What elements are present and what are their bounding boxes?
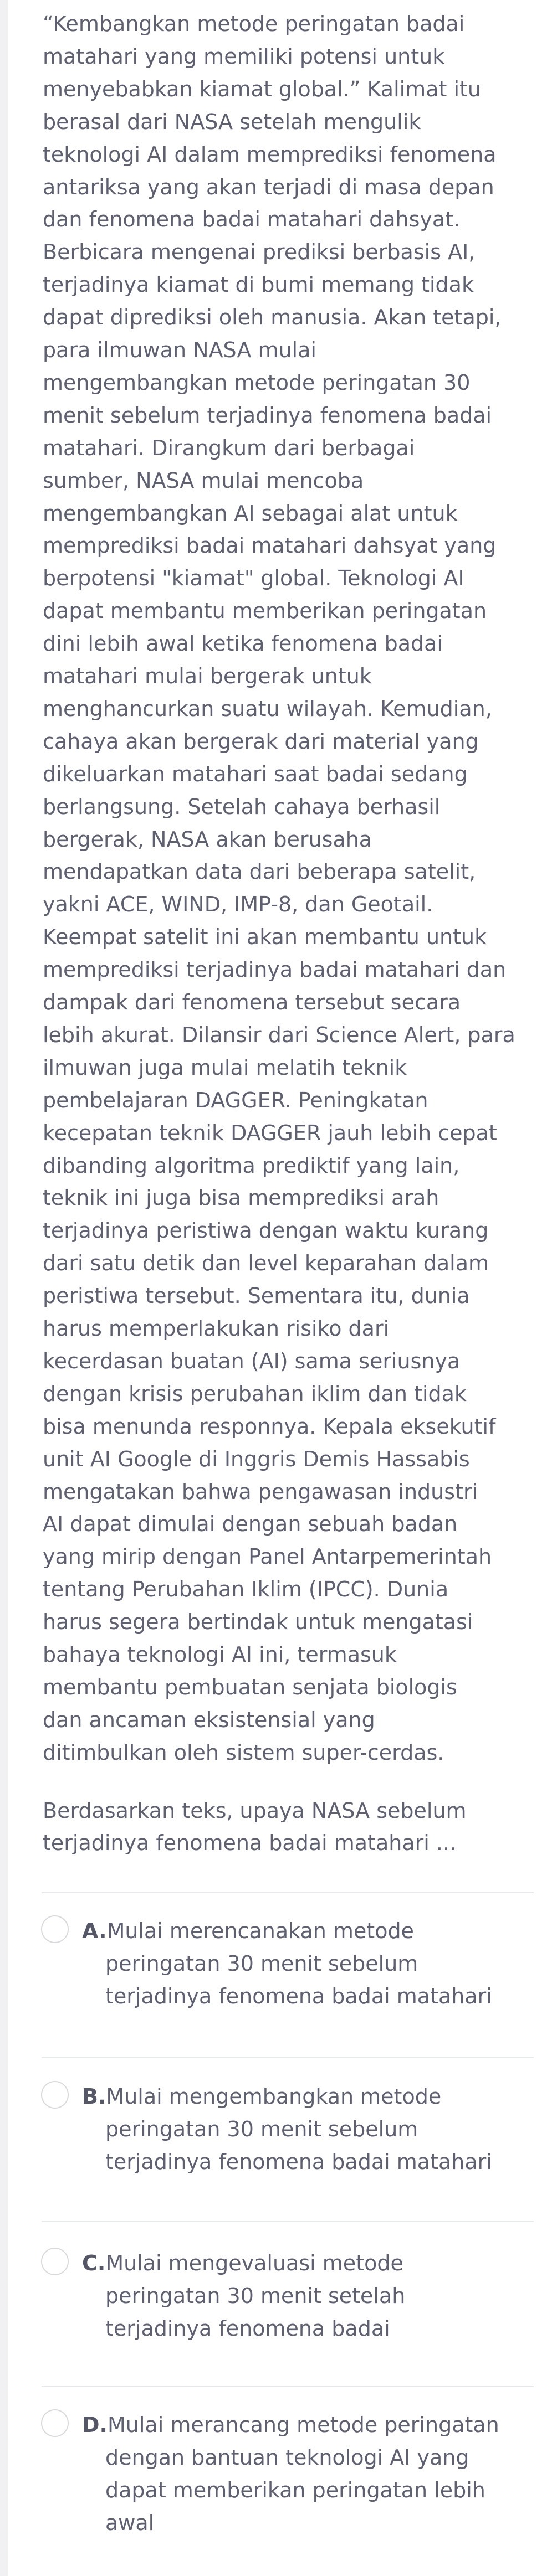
- passage-line: berasal dari NASA setelah mengulik: [43, 109, 421, 134]
- radio-option-d[interactable]: [41, 2409, 69, 2437]
- option-text: Mulai merencanakan metode: [106, 1919, 414, 1943]
- question-line: terjadinya fenomena badai matahari ...: [43, 1831, 457, 1855]
- option-text-line[interactable]: awal: [105, 2511, 155, 2535]
- passage-line: tentang Perubahan Iklim (IPCC). Dunia: [43, 1577, 449, 1602]
- divider: [42, 2221, 534, 2222]
- passage-line: memprediksi badai matahari dahsyat yang: [43, 533, 497, 558]
- passage-line: kecepatan teknik DAGGER jauh lebih cepat: [43, 1120, 497, 1145]
- option-letter: B.: [82, 2084, 106, 2109]
- passage-line: berlangsung. Setelah cahaya berhasil: [43, 794, 441, 819]
- passage-line: harus memperlakukan risiko dari: [43, 1316, 390, 1341]
- passage-line: terjadinya kiamat di bumi memang tidak: [43, 272, 474, 297]
- option-text-line[interactable]: peringatan 30 menit sebelum: [105, 1951, 418, 1976]
- passage-line: mengembangkan metode peringatan 30: [43, 370, 471, 395]
- passage-line: teknik ini juga bisa memprediksi arah: [43, 1186, 439, 1210]
- passage-line: membantu pembuatan senjata biologis: [43, 1675, 457, 1699]
- passage-line: dan fenomena badai matahari dahsyat.: [43, 207, 461, 232]
- passage-line: antariksa yang akan terjadi di masa depan: [43, 174, 494, 199]
- passage-line: bisa menunda responnya. Kepala eksekutif: [43, 1414, 496, 1439]
- passage-line: cahaya akan bergerak dari material yang: [43, 729, 479, 754]
- passage-line: matahari mulai bergerak untuk: [43, 664, 372, 688]
- option-text: Mulai mengembangkan metode: [106, 2084, 442, 2109]
- option-a-label[interactable]: [82, 1920, 414, 1942]
- option-text-line[interactable]: dengan bantuan teknologi AI yang: [105, 2445, 469, 2470]
- passage-line: teknologi AI dalam memprediksi fenomena: [43, 142, 497, 167]
- passage-line: dapat membantu memberikan peringatan: [43, 599, 487, 624]
- option-text: Mulai merancang metode peringatan: [107, 2413, 499, 2437]
- passage-line: yang mirip dengan Panel Antarpemerintah: [43, 1544, 492, 1569]
- passage-line: dikeluarkan matahari saat badai sedang: [43, 761, 468, 786]
- divider: [42, 2386, 534, 2387]
- option-text-line[interactable]: peringatan 30 menit setelah: [105, 2284, 406, 2308]
- radio-option-b[interactable]: [41, 2081, 69, 2109]
- passage-line: AI dapat dimulai dengan sebuah badan: [43, 1512, 458, 1537]
- option-text-line[interactable]: terjadinya fenomena badai matahari: [105, 2150, 492, 2174]
- option-letter: A.: [82, 1919, 107, 1943]
- question-line: Berdasarkan teks, upaya NASA sebelum: [43, 1799, 467, 1823]
- option-letter: D.: [82, 2413, 108, 2437]
- option-text-line[interactable]: peringatan 30 menit sebelum: [105, 2117, 418, 2141]
- passage-line: matahari yang memiliki potensi untuk: [43, 44, 445, 69]
- option-c-label[interactable]: [82, 2252, 403, 2274]
- passage-line: dini lebih awal ketika fenomena badai: [43, 631, 443, 656]
- passage-line: unit AI Google di Inggris Demis Hassabis: [43, 1446, 470, 1471]
- passage-line: terjadinya peristiwa dengan waktu kurang: [43, 1218, 489, 1243]
- option-letter: C.: [82, 2251, 106, 2275]
- passage-line: dengan krisis perubahan iklim dan tidak: [43, 1381, 467, 1406]
- left-edge-strip: [0, 0, 8, 2576]
- passage-line: matahari. Dirangkum dari berbagai: [43, 435, 415, 460]
- option-d-label[interactable]: [82, 2414, 499, 2436]
- passage-line: kecerdasan buatan (AI) sama seriusnya: [43, 1348, 461, 1373]
- passage-line: mengatakan bahwa pengawasan industri: [43, 1479, 478, 1504]
- passage-line: dibanding algoritma prediktif yang lain,: [43, 1153, 460, 1178]
- passage-line: dampak dari fenomena tersebut secara: [43, 990, 461, 1014]
- passage-line: pembelajaran DAGGER. Peningkatan: [43, 1088, 428, 1112]
- option-text: Mulai mengevaluasi metode: [105, 2251, 403, 2275]
- passage-line: ilmuwan juga mulai melatih teknik: [43, 1055, 407, 1080]
- passage-line: para ilmuwan NASA mulai: [43, 338, 316, 362]
- passage-line: ditimbulkan oleh sistem super-cerdas.: [43, 1740, 444, 1765]
- passage-line: sumber, NASA mulai mencoba: [43, 468, 364, 493]
- passage-line: mengembangkan AI sebagai alat untuk: [43, 501, 458, 525]
- passage-line: dan ancaman eksistensial yang: [43, 1707, 375, 1732]
- passage-line: harus segera bertindak untuk mengatasi: [43, 1610, 473, 1635]
- radio-option-a[interactable]: [41, 1915, 69, 1943]
- passage-line: “Kembangkan metode peringatan badai: [43, 12, 465, 36]
- passage-line: Berbicara mengenai prediksi berbasis AI,: [43, 240, 476, 265]
- option-text-line[interactable]: terjadinya fenomena badai matahari: [105, 1984, 492, 2008]
- option-text-line[interactable]: terjadinya fenomena badai: [105, 2316, 390, 2341]
- radio-option-c[interactable]: [41, 2248, 69, 2275]
- divider: [42, 1892, 534, 1893]
- passage-line: menghancurkan suatu wilayah. Kemudian,: [43, 696, 492, 721]
- passage-line: bahaya teknologi AI ini, termasuk: [43, 1642, 397, 1667]
- passage-line: Keempat satelit ini akan membantu untuk: [43, 925, 487, 950]
- passage-line: mendapatkan data dari beberapa satelit,: [43, 859, 476, 884]
- passage-line: lebih akurat. Dilansir dari Science Alert, para: [43, 1022, 515, 1047]
- passage-line: berpotensi "kiamat" global. Teknologi AI: [43, 566, 464, 591]
- passage-line: yakni ACE, WIND, IMP-8, dan Geotail.: [43, 892, 433, 917]
- passage-line: memprediksi terjadinya badai matahari dan: [43, 957, 507, 982]
- option-b-label[interactable]: [82, 2085, 441, 2108]
- passage-line: bergerak, NASA akan berusaha: [43, 827, 372, 852]
- passage-line: dari satu detik dan level keparahan dalam: [43, 1251, 489, 1276]
- passage-line: menit sebelum terjadinya fenomena badai: [43, 403, 492, 427]
- passage-line: dapat diprediksi oleh manusia. Akan tetapi,: [43, 305, 502, 330]
- passage-line: menyebabkan kiamat global.” Kalimat itu: [43, 76, 482, 101]
- passage-line: peristiwa tersebut. Sementara itu, dunia: [43, 1284, 470, 1308]
- option-text-line[interactable]: dapat memberikan peringatan lebih: [105, 2478, 485, 2502]
- divider: [42, 2057, 534, 2058]
